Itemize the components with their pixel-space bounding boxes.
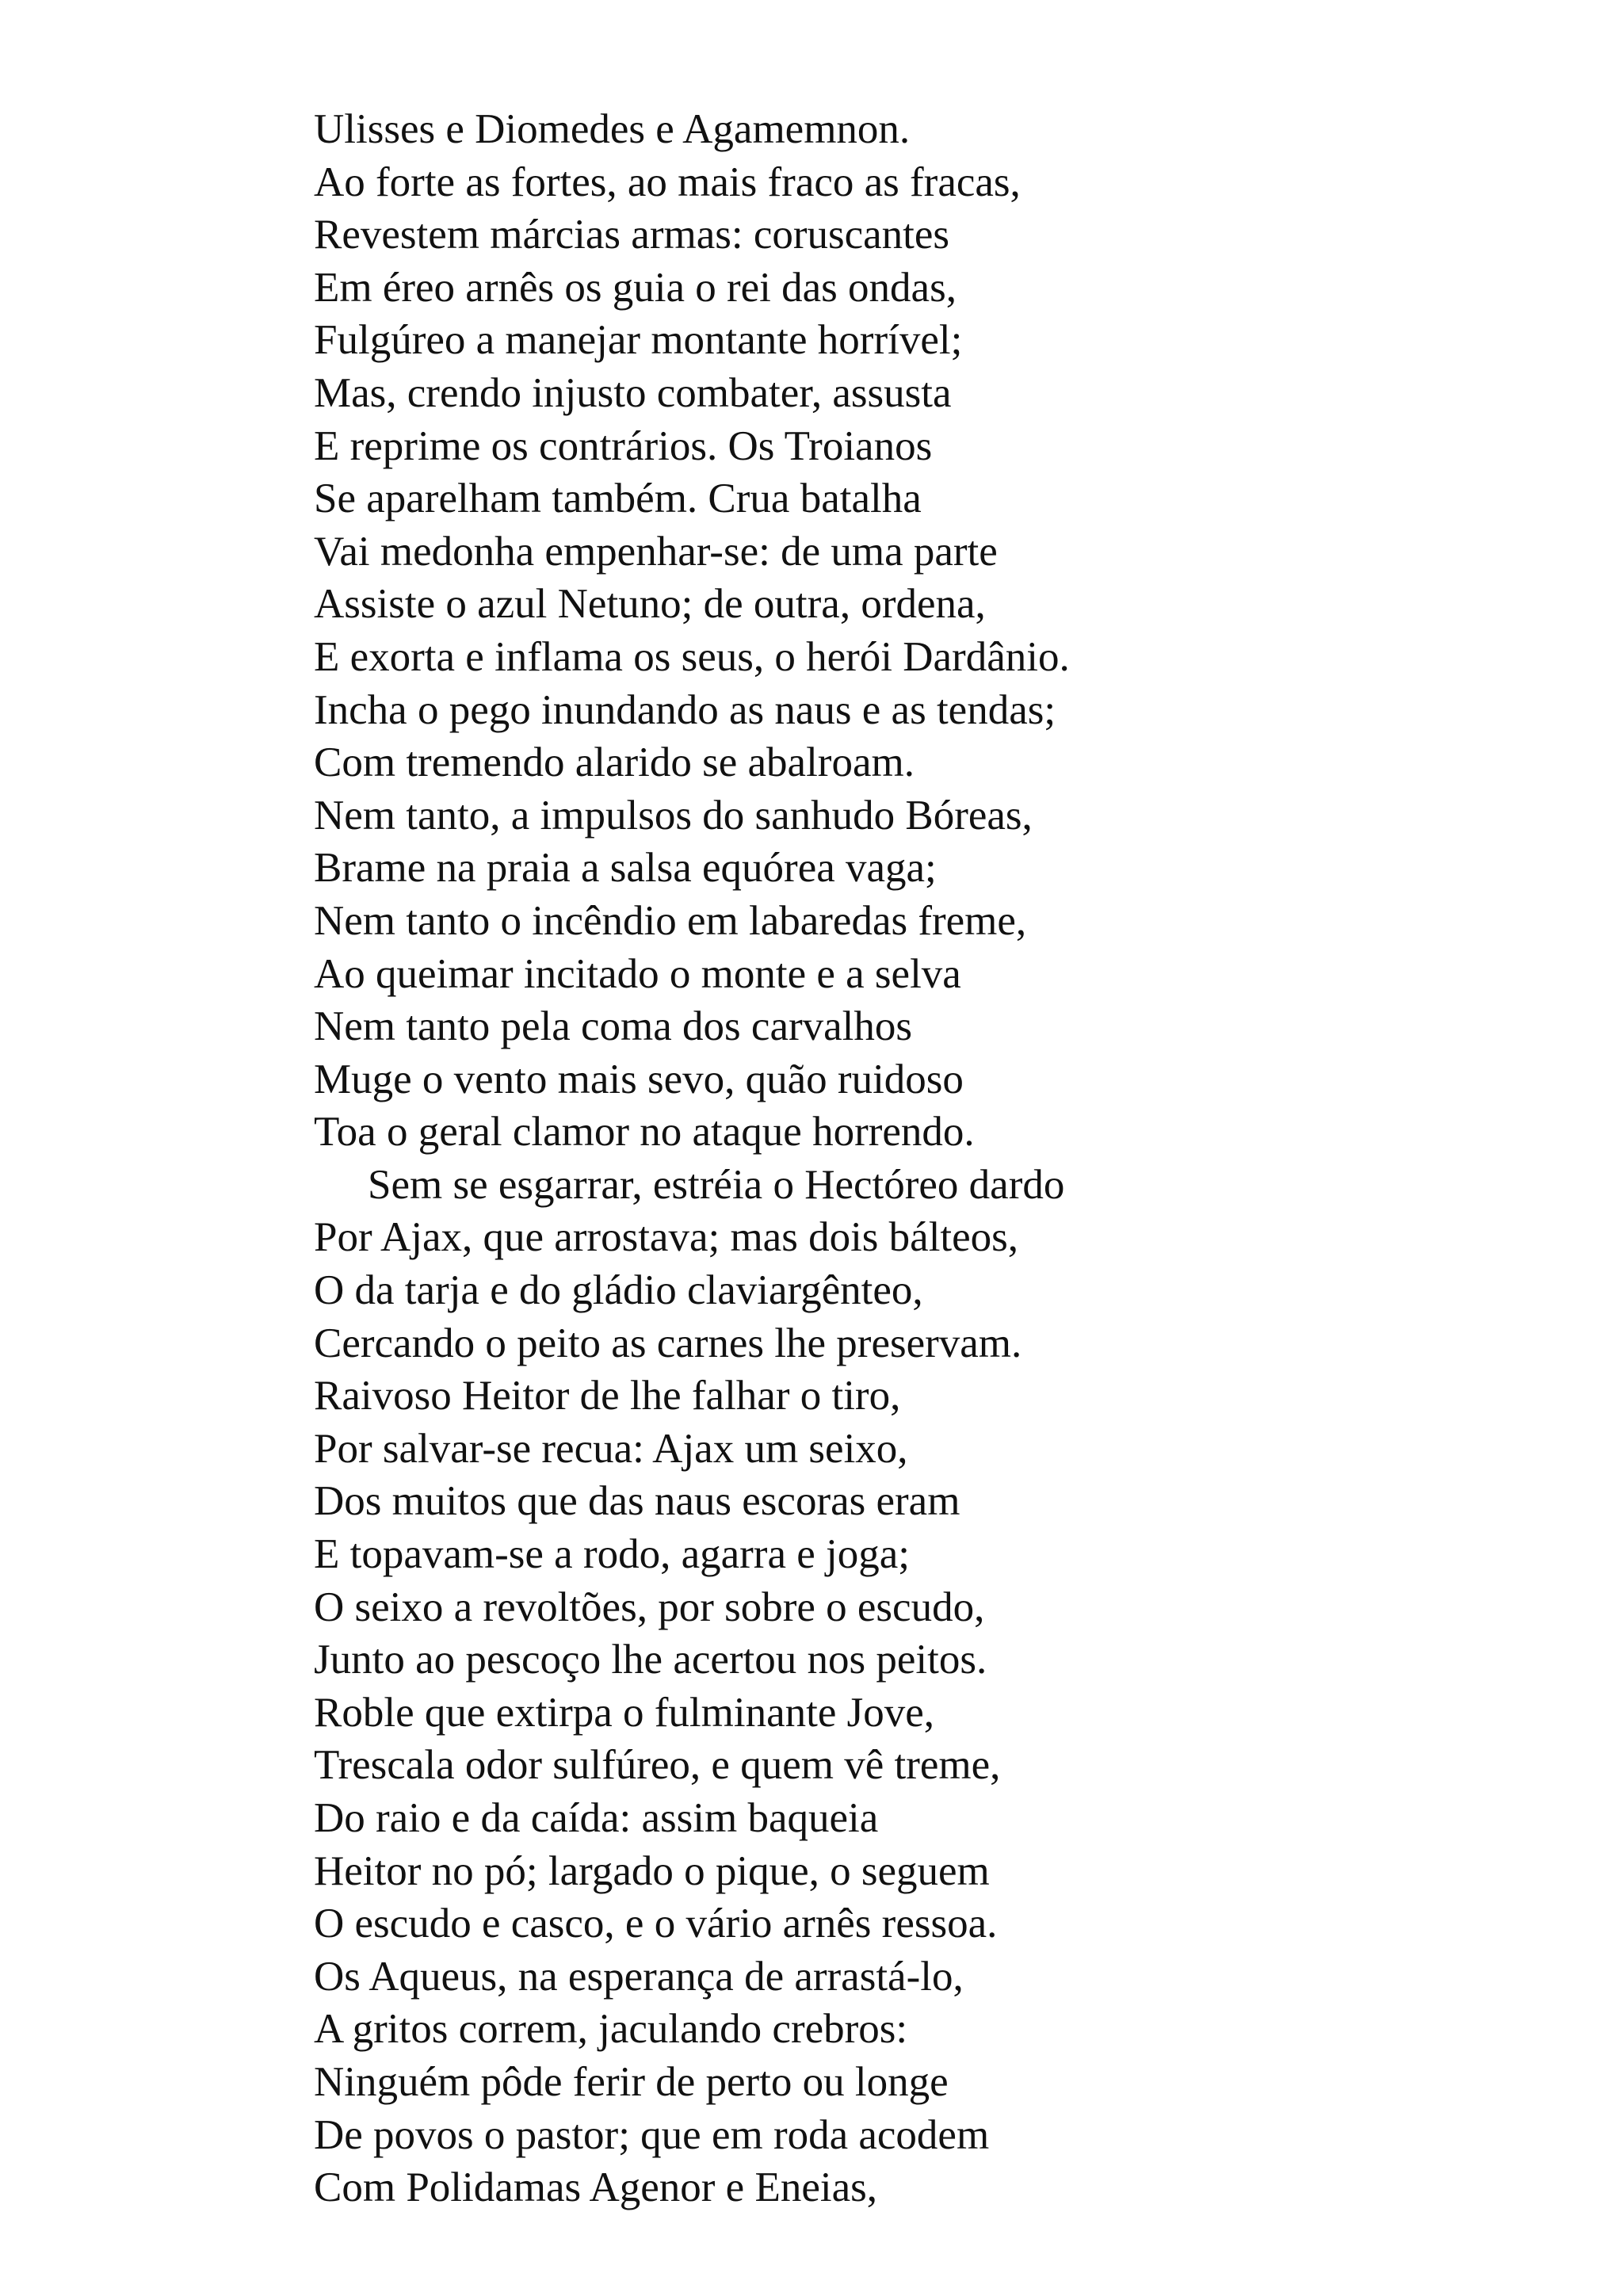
verse-line: Vai medonha empenhar-se: de uma parte (314, 528, 998, 575)
verse-line: O da tarja e do gládio claviargênteo, (314, 1267, 923, 1314)
verse-line: Mas, crendo injusto combater, assusta (314, 369, 952, 416)
verse-line: Ulisses e Diomedes e Agamemnon. (314, 106, 911, 152)
verse-line: Ao forte as fortes, ao mais fraco as fracas, (314, 159, 1021, 205)
verse-line: Brame na praia a salsa equórea vaga; (314, 845, 937, 892)
verse-line: Nem tanto o incêndio em labaredas freme, (314, 897, 1027, 944)
verse-line: Do raio e da caída: assim baqueia (314, 1795, 879, 1841)
verse-line: Nem tanto pela coma dos carvalhos (314, 1003, 912, 1050)
verse-line: O seixo a revoltões, por sobre o escudo, (314, 1584, 985, 1630)
verse-line: Heitor no pó; largado o pique, o seguem (314, 1847, 990, 1894)
verse-line: Cercando o peito as carnes lhe preservam. (314, 1320, 1022, 1366)
verse-line: Os Aqueus, na esperança de arrastá-lo, (314, 1953, 964, 2000)
verse-line: O escudo e casco, e o vário arnês ressoa. (314, 1901, 998, 1947)
verse-line: Ninguém pôde ferir de perto ou longe (314, 2058, 949, 2105)
verse-line: A gritos correm, jaculando crebros: (314, 2006, 908, 2053)
verse-line: Roble que extirpa o fulminante Jove, (314, 1689, 935, 1736)
verse-line: Incha o pego inundando as naus e as tendas; (314, 686, 1056, 733)
verse-line: E reprime os contrários. Os Troianos (314, 422, 933, 469)
verse-line: Muge o vento mais sevo, quão ruidoso (314, 1056, 964, 1102)
verse-line: E topavam-se a rodo, agarra e joga; (314, 1531, 910, 1578)
verse-line: E exorta e inflama os seus, o herói Dardânio. (314, 633, 1070, 680)
verse-line: Por salvar-se recua: Ajax um seixo, (314, 1425, 908, 1472)
verse-line: Dos muitos que das naus escoras eram (314, 1478, 960, 1525)
verse-line: De povos o pastor; que em roda acodem (314, 2111, 990, 2158)
verse-line: Por Ajax, que arrostava; mas dois bálteos, (314, 1214, 1019, 1261)
verse-line: Revestem márcias armas: coruscantes (314, 212, 950, 258)
verse-line: Trescala odor sulfúreo, e quem vê treme, (314, 1742, 1001, 1789)
verse-line: Em éreo arnês os guia o rei das ondas, (314, 264, 957, 311)
poem-text-block (314, 103, 1582, 2214)
verse-line: Com Polidamas Agenor e Eneias, (314, 2164, 877, 2211)
verse-line: Se aparelham também. Crua batalha (314, 476, 922, 522)
verse-line: Fulgúreo a manejar montante horrível; (314, 317, 963, 364)
verse-line: Toa o geral clamor no ataque horrendo. (314, 1109, 975, 1156)
verse-line: Raivoso Heitor de lhe falhar o tiro, (314, 1373, 901, 1419)
verse-line: Nem tanto, a impulsos do sanhudo Bóreas, (314, 792, 1033, 839)
verse-line: Assiste o azul Netuno; de outra, ordena, (314, 581, 986, 628)
verse-line: Sem se esgarrar, estréia o Hectóreo dardo (368, 1161, 1065, 1208)
verse-line: Junto ao pescoço lhe acertou nos peitos. (314, 1637, 987, 1683)
verse-line: Com tremendo alarido se abalroam. (314, 739, 915, 786)
verse-line: Ao queimar incitado o monte e a selva (314, 950, 961, 997)
